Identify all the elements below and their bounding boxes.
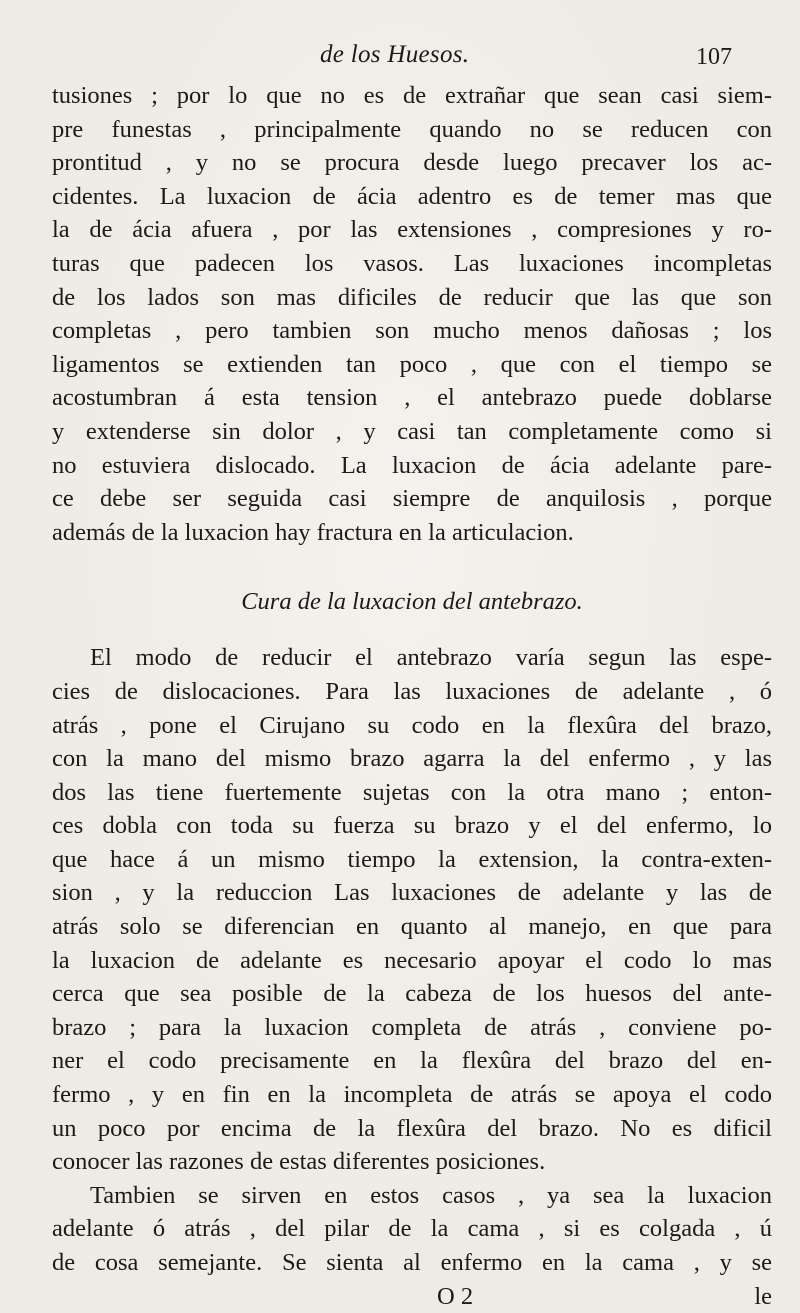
text-line: ce debe ser seguida casi siempre de anquilosis , porque [52, 485, 772, 513]
text-line: además de la luxacion hay fractura en la articulacion. [52, 518, 574, 546]
text-line: la luxacion de adelante es necesario apoyar el codo lo mas [52, 946, 772, 974]
text-line: pre funestas , principalmente quando no se reducen con [52, 115, 772, 143]
text-line: El modo de reducir el antebrazo varía segun las espe- [90, 644, 772, 672]
paragraph-3 [52, 1179, 772, 1280]
text-line: no estuviera dislocado. La luxacion de ácia adelante pare- [52, 451, 772, 479]
signature-mark: O 2 [437, 1282, 474, 1310]
text-line: atrás solo se diferencian en quanto al manejo, en que para [52, 913, 772, 941]
running-head [0, 40, 800, 76]
text-line: que hace á un mismo tiempo la extension, la contra-exten- [52, 845, 772, 873]
running-title: de los Huesos. [320, 41, 470, 68]
page-number: 107 [696, 44, 732, 70]
text-line: y extenderse sin dolor , y casi tan completamente como si [52, 417, 772, 445]
text-line: fermo , y en fin en la incompleta de atrás se apoya el codo [52, 1081, 772, 1109]
text-line: cerca que sea posible de la cabeza de los huesos del ante- [52, 980, 772, 1008]
text-line: tusiones ; por lo que no es de extrañar que sean casi siem- [52, 82, 772, 109]
text-line: brazo ; para la luxacion completa de atrás , conviene po- [52, 1013, 772, 1041]
text-line: ner el codo precisamente en la flexûra del brazo del en- [52, 1047, 772, 1075]
text-line: de cosa semejante. Se sienta al enfermo en la cama , y se [52, 1249, 772, 1276]
text-line: cies de dislocaciones. Para las luxaciones de adelante , ó [52, 677, 772, 705]
body-text [52, 79, 772, 1313]
text-line: prontitud , y no se procura desde luego precaver los ac- [52, 149, 772, 177]
text-line: Tambien se sirven en estos casos , ya sea la luxacion [90, 1181, 772, 1209]
page-footer [52, 1280, 772, 1313]
text-line: sion , y la reduccion Las luxaciones de adelante y las de [52, 879, 772, 907]
text-line: dos las tiene fuertemente sujetas con la otra mano ; enton- [52, 778, 772, 806]
text-line: de los lados son mas dificiles de reducir que las que son [52, 283, 772, 311]
text-line: un poco por encima de la flexûra del brazo. No es dificil [52, 1114, 772, 1142]
text-line: ces dobla con toda su fuerza su brazo y el del enfermo, lo [52, 812, 772, 840]
text-line: con la mano del mismo brazo agarra la del enfermo , y las [52, 745, 772, 773]
catchword: le [754, 1282, 772, 1310]
text-line: completas , pero tambien son mucho menos dañosas ; los [52, 317, 772, 345]
text-line: la de ácia afuera , por las extensiones , compresiones y ro- [52, 216, 772, 244]
text-line: conocer las razones de estas diferentes posiciones. [52, 1148, 546, 1176]
section-heading: Cura de la luxacion del antebrazo. [241, 588, 583, 616]
text-line: cidentes. La luxacion de ácia adentro es de temer mas que [52, 182, 772, 210]
paragraph-1 [52, 79, 772, 549]
paragraph-2 [52, 641, 772, 1179]
text-line: ligamentos se extienden tan poco , que con el tiempo se [52, 350, 772, 378]
text-line: acostumbran á esta tension , el antebrazo puede doblarse [52, 384, 772, 412]
text-line: adelante ó atrás , del pilar de la cama , si es colgada , ú [52, 1215, 772, 1243]
text-line: atrás , pone el Cirujano su codo en la flexûra del brazo, [52, 711, 772, 739]
text-line: turas que padecen los vasos. Las luxaciones incompletas [52, 249, 772, 277]
